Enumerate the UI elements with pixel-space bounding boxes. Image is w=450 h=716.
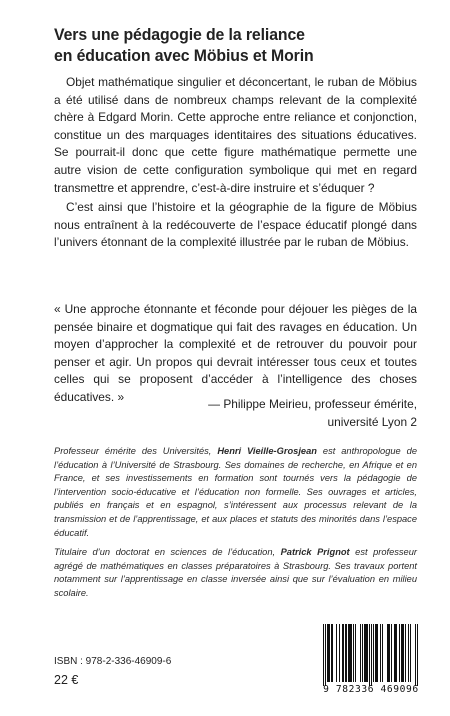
barcode-digits: 9 782336 469096 <box>323 684 419 695</box>
barcode-bar <box>323 624 324 686</box>
barcode-bar <box>332 624 333 682</box>
price-label: 22 € <box>54 673 79 687</box>
barcode-bar <box>389 624 390 682</box>
barcode-bar <box>391 624 392 682</box>
barcode-bar <box>367 624 368 682</box>
barcode-bar <box>342 624 343 682</box>
barcode-bar <box>399 624 400 682</box>
endorsement-quote: « Une approche étonnante et féconde pour déjouer les pièges de la pensée binaire et dogmatique qui fait des ravages en éducation. Un moyen d’approcher la complexité et de retrouver du pouvoir pour penser et agir. Un propos qui devrait intéresser tous ceux et toutes celles qui se proposent d’accéder à l’intelligence des choses éducatives. » <box>54 302 417 404</box>
author-bio-1 <box>54 445 417 540</box>
bio-2-intro: Titulaire d’un doctorat en sciences de l’éducation, <box>54 547 281 558</box>
barcode-bar <box>348 624 349 682</box>
barcode-bar <box>405 624 406 682</box>
barcode-bar <box>345 624 346 682</box>
barcode-bar <box>366 624 367 682</box>
barcode-bar <box>375 624 376 682</box>
barcode-bar <box>396 624 397 682</box>
barcode-bar <box>417 624 418 686</box>
barcode-bar <box>373 624 374 682</box>
barcode-bar <box>346 624 347 682</box>
barcode-bar <box>328 624 329 682</box>
barcode-bar <box>380 624 381 682</box>
barcode-bar <box>395 624 396 682</box>
barcode-bar <box>364 624 365 682</box>
barcode-bar <box>376 624 377 682</box>
quote-attribution <box>117 396 417 431</box>
barcode-bar <box>365 624 366 682</box>
summary-paragraph-2: C’est ainsi que l’histoire et la géographie de la figure de Möbius nous entraînent à la redécouverte de l’espace éducatif plongé dans l’univers étonnant de la complexité illustrée par le ruban de Möbius. <box>54 200 417 250</box>
barcode-bar <box>394 624 395 682</box>
author-name-2: Patrick Prignot <box>280 547 350 558</box>
book-summary <box>54 74 417 254</box>
barcode-bar <box>408 624 409 682</box>
barcode-bar <box>336 624 337 682</box>
barcode-bar <box>331 624 332 682</box>
barcode-bar <box>350 624 351 682</box>
quote-affiliation: université Lyon 2 <box>327 414 417 429</box>
author-bios <box>54 445 417 607</box>
barcode-bar <box>387 624 388 682</box>
title-line-2: en éducation avec Möbius et Morin <box>54 46 314 65</box>
barcode-bar <box>327 624 328 682</box>
barcode-bar <box>388 624 389 682</box>
bio-2-body: est professeur agrégé de mathématiques en classes préparatoires à Strasbourg. Ses travaux portent notamment sur l’apprentissage en classe inversée ainsi que sur l’évaluation en milieu scolaire. <box>54 547 417 598</box>
bio-1-body: est anthropologue de l’éducation à l’Université de Strasbourg. Ses domaines de recherche, en Afrique et en France, et ses investissements en formation sont tournés vers la pédagogie de l’intervention socio-éducative et l’éducation non formelle. Ses ouvrages et articles, publiés en français et en espagnol, s’intéressent aux processus relevant de la transmission et de l’apprentissage, et aux places et statuts des minorités dans l’espace éducatif. <box>54 446 417 538</box>
barcode-bar <box>401 624 402 682</box>
barcode-bar <box>362 624 363 682</box>
barcode-bar <box>410 624 411 682</box>
title-line-1: Vers une pédagogie de la reliance <box>54 25 305 44</box>
barcode-bar <box>369 624 370 686</box>
barcode-bar <box>339 624 340 682</box>
summary-paragraph-1: Objet mathématique singulier et déconcertant, le ruban de Möbius a été utilisé dans de nombreux champs relevant de la complexité chère à Edgard Morin. Cette approche entre reliance et conjonction, constitue un des marquages identitaires des situations éducatives. Se pourrait-il donc que cette figure mathématique permette une autre vision de cette configuration symbolique qui met en regard transmettre et apprendre, c’est-à-dire instruire et s’éduquer ? <box>54 75 417 195</box>
barcode-bar <box>371 624 372 686</box>
author-name-1: Henri Vieille-Grosjean <box>217 446 317 456</box>
barcode-bar <box>329 624 330 682</box>
barcode-bar <box>351 624 352 682</box>
barcode-bar <box>349 624 350 682</box>
barcode-bar <box>343 624 344 682</box>
barcode-bar <box>325 624 326 686</box>
bio-1-intro: Professeur émérite des Universités, <box>54 446 218 456</box>
book-title <box>54 24 398 66</box>
barcode-bar <box>355 624 356 682</box>
barcode <box>313 622 429 700</box>
barcode-bar <box>360 624 361 682</box>
author-bio-2 <box>54 546 417 600</box>
barcode-bar <box>402 624 403 682</box>
barcode-bar <box>377 624 378 682</box>
barcode-bar <box>415 624 416 686</box>
barcode-bar <box>353 624 354 682</box>
isbn-label: ISBN : 978-2-336-46909-6 <box>54 656 172 667</box>
barcode-bar <box>382 624 383 682</box>
quote-author: — Philippe Meirieu, professeur émérite, <box>208 397 417 411</box>
barcode-bars <box>313 622 429 686</box>
barcode-bar <box>403 624 404 682</box>
